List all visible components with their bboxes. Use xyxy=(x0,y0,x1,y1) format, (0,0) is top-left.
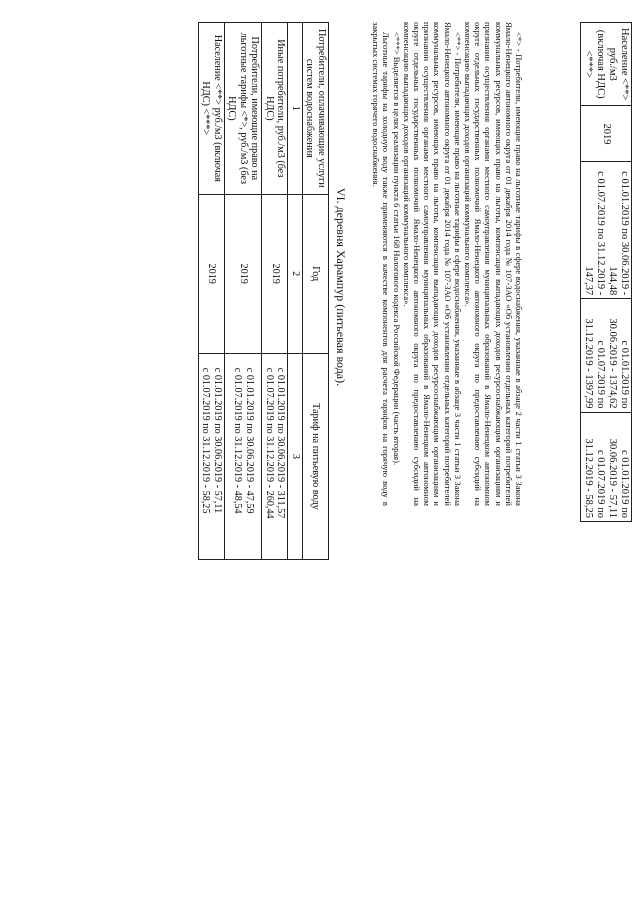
category-cell: Население <**> руб./м3 (включая НДС) <***> xyxy=(199,23,225,195)
column-header: Тариф на питьевую воду xyxy=(303,353,329,559)
tariff-line: с 01.01.2019 по 30.06.2019 - 311,57 xyxy=(275,367,287,519)
tariff-line: с 01.07.2019 по 31.12.2019 - 260,44 xyxy=(264,367,275,519)
column-number: 1 xyxy=(288,23,303,195)
table-row xyxy=(199,23,225,560)
year-cell: 2019 xyxy=(262,194,288,353)
category-line: Население <**> xyxy=(619,28,630,101)
tariff-line: с 01.01.2019 по 30.06.2019 - 144,48 xyxy=(607,171,630,296)
tariff-cell xyxy=(262,353,288,559)
column-header: Потребители, оплачивающие услуги систем водоснабжения xyxy=(303,23,329,195)
section-title: VI. деревня Харампур (питьевая вода). xyxy=(334,187,348,387)
column-header: Год xyxy=(303,194,329,353)
tariff-table xyxy=(198,22,329,560)
column-number: 2 xyxy=(288,194,303,353)
tariff-cell xyxy=(225,353,263,559)
tariff-line: с 01.07.2019 по 31.12.2019 - 58,25 xyxy=(200,367,212,514)
column-number: 3 xyxy=(288,353,303,559)
footnote: Льготные тарифы на холодную воду также применяются в качестве компонентов для расчета тарифов на горячую воду в закрытых системах горячего водоснабжения. xyxy=(371,22,392,506)
category-line: (включая НДС) xyxy=(595,29,606,99)
category-line: руб./м3 xyxy=(607,47,618,81)
tariff-cell xyxy=(581,162,632,299)
category-cell: Иные потребители, руб./м3 (без НДС) xyxy=(262,23,288,195)
tariff-cell xyxy=(199,353,225,559)
footnote: <*> - Потребители, имеющие право на льготные тарифы в сфере водоснабжения, указанные в абзаце 2 части 1 статьи 3 Закона Ямало-Ненецкого автономного округа от 01 декабря 2014 года № 107-ЗАО «Об установлении отдельных категорий потребителей коммунальных ресурсов, имеющих право на льготы, компенсации выпадающих доходов ресурсоснабжающим организациям и признании осуществления органами местного самоуправления муниципальных образований в Ямало-Ненецком автономном округе отдельных государственных полномочий Ямало-Ненецкого автономного округа по предоставлению субсидий на компенсацию выпадающих доходов организаций коммунального комплекса». xyxy=(462,22,524,506)
year-cell: 2019 xyxy=(225,194,263,353)
tariff-cell xyxy=(581,299,632,412)
footnote: <**> - Потребители, имеющие право на льготные тарифы в сфере водоснабжения, указанные в абзаце 3 части 1 статьи 3 Закона Ямало-Ненецкого автономного округа от 01 декабря 2014 года № 107-ЗАО «Об установлении отдельных категорий потребителей коммунальных ресурсов, имеющих право на льготы, компенсации выпадающих доходов ресурсоснабжающим организациям и признании осуществления органами местного самоуправления муниципальных образований в Ямало-Ненецком автономном округе отдельных государственных полномочий Ямало-Ненецкого автономного округа по предоставлению субсидий на компенсацию выпадающих доходов организаций коммунального комплекса». xyxy=(401,22,463,506)
category-cell: Потребители, имеющие право на льготные тарифы <*>, руб./м3 (без НДС) xyxy=(225,23,263,195)
tariff-line: с 01.07.2019 по 31.12.2019 - 147,37 xyxy=(583,171,606,296)
column-number-row xyxy=(288,23,303,560)
table-row xyxy=(581,23,632,522)
footnote: <***> Выделяется в целях реализации пункта 6 статьи 168 Налогового кодекса Российской Федерации (часть вторая). xyxy=(391,32,402,466)
tariff-table-continued xyxy=(580,22,632,522)
tariff-line: с 01.07.2019 по 31.12.2019 - 48,54 xyxy=(232,367,244,514)
tariff-line: с 01.07.2019 по 31.12.2019 - 58,25 xyxy=(583,438,606,518)
tariff-line: с 01.01.2019 по 30.06.2019 - 47,59 xyxy=(243,367,255,514)
category-cell xyxy=(581,23,632,106)
table-row xyxy=(262,23,288,560)
table-row xyxy=(225,23,263,560)
category-line: <***> xyxy=(583,50,594,79)
tariff-line: с 01.01.2019 по 30.06.2019 - 57,11 xyxy=(212,367,223,514)
tariff-line: с 01.01.2019 по 30.06.2019 - 1374,62 xyxy=(607,318,630,409)
footnotes xyxy=(371,22,524,506)
tariff-line: с 01.07.2019 по 31.12.2019 - 1397,99 xyxy=(583,318,606,409)
tariff-line: с 01.01.2019 по 30.06.2019 - 57,11 xyxy=(607,438,630,518)
table-header-row xyxy=(303,23,329,560)
year-cell: 2019 xyxy=(199,194,225,353)
year-cell: 2019 xyxy=(581,106,632,162)
tariff-cell xyxy=(581,412,632,521)
